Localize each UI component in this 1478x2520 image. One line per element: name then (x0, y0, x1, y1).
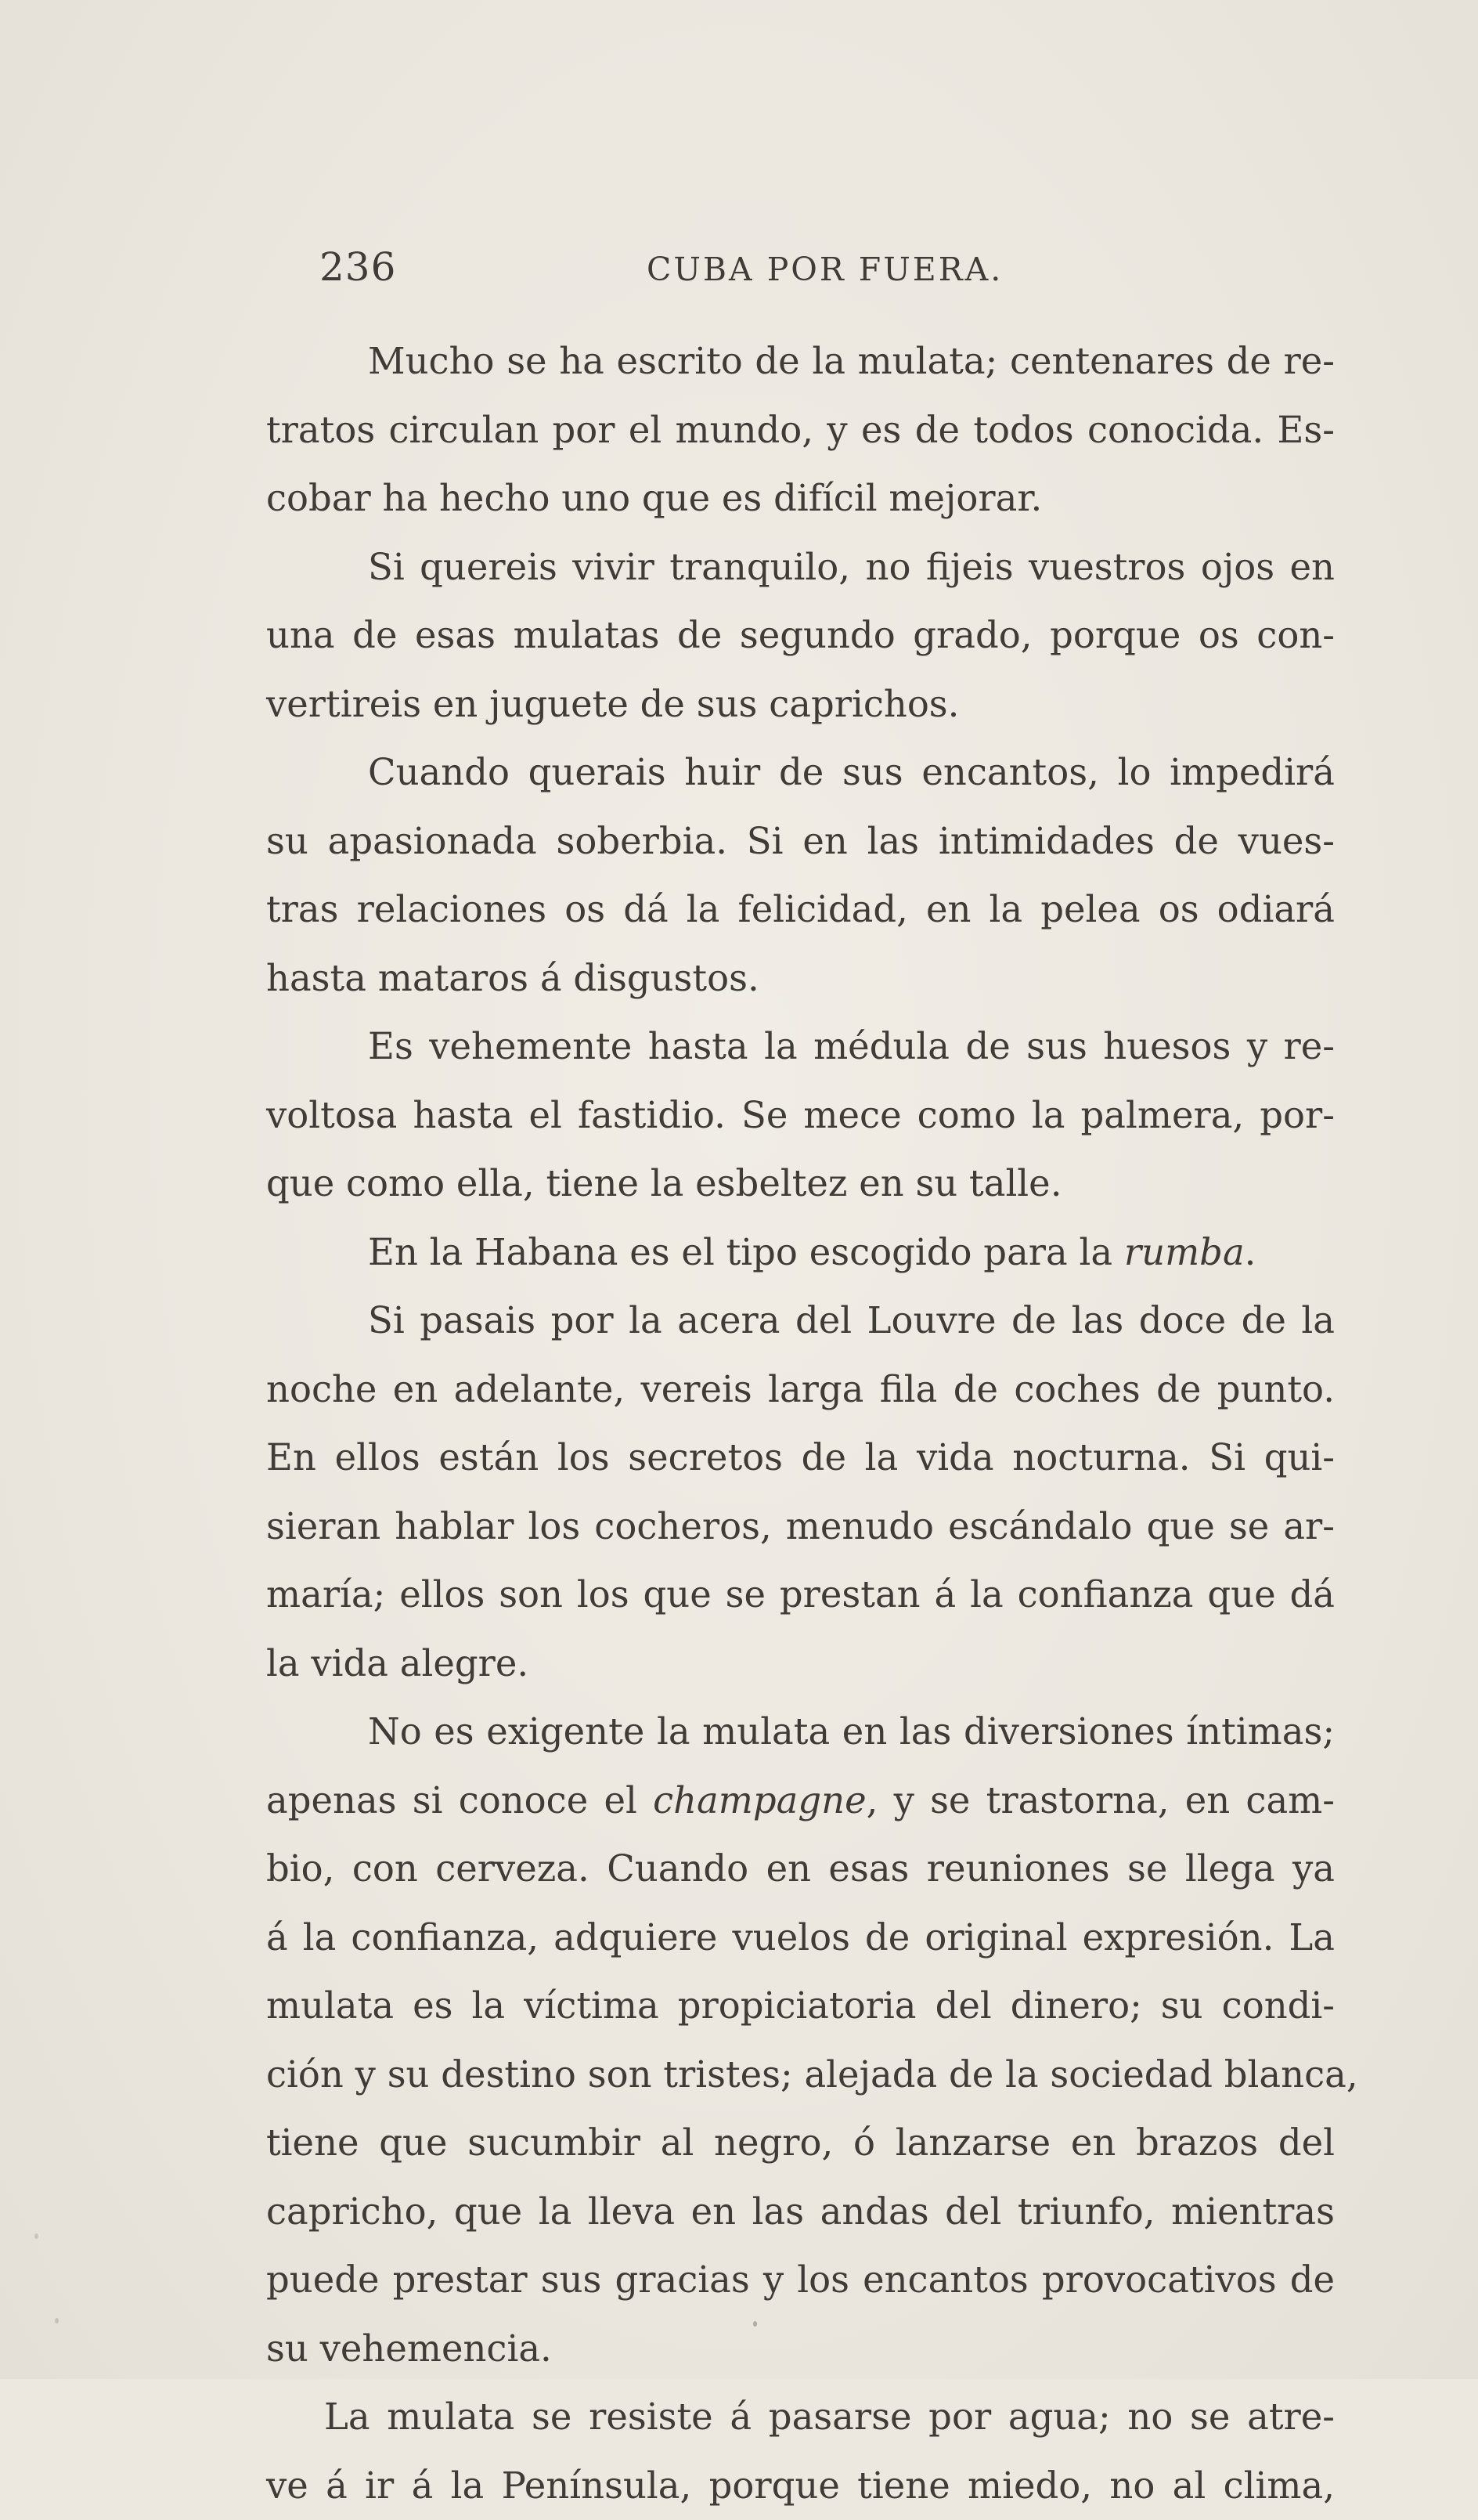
text-line: No es exigente la mulata en las diversiones íntimas; (266, 1698, 1335, 1767)
text-line-with-italic (266, 1767, 1335, 1836)
line-segment: . (1245, 1231, 1256, 1273)
text-line: maría; ellos son los que se prestan á la confianza que dá (266, 1561, 1335, 1630)
text-line: cobar ha hecho uno que es difícil mejorar. (266, 464, 1335, 533)
text-line: Mucho se ha escrito de la mulata; centenares de re- (266, 327, 1335, 396)
text-line: hasta mataros á disgustos. (266, 944, 1335, 1013)
text-line: tratos circulan por el mundo, y es de todos conocida. Es- (266, 396, 1335, 465)
text-line: bio, con cerveza. Cuando en esas reuniones se llega ya (266, 1835, 1335, 1904)
text-line: tiene que sucumbir al negro, ó lanzarse en brazos del (266, 2109, 1335, 2178)
text-line: una de esas mulatas de segundo grado, porque os con- (266, 601, 1335, 670)
line-segment: apenas si conoce el (266, 1779, 653, 1821)
running-title: CUBA POR FUERA. (647, 251, 1003, 288)
text-line: noche en adelante, vereis larga fila de coches de punto. (266, 1356, 1335, 1424)
text-line: á la confianza, adquiere vuelos de original expresión. La (266, 1904, 1335, 1973)
text-line: Si pasais por la acera del Louvre de las doce de la (266, 1287, 1335, 1356)
text-line: ve á ir á la Península, porque tiene miedo, no al clima, (266, 2452, 1335, 2520)
line-segment: , y se trastorna, en cam- (867, 1779, 1335, 1821)
text-line: su vehemencia. (266, 2315, 1335, 2384)
page-header (319, 244, 1376, 291)
text-line: ción y su destino son tristes; alejada de la sociedad blanca, (266, 2041, 1335, 2110)
italic-word: champagne (653, 1779, 867, 1821)
text-line: Es vehemente hasta la médula de sus huesos y re- (266, 1013, 1335, 1081)
paper-speck (753, 2321, 757, 2327)
text-line: vertireis en juguete de sus caprichos. (266, 670, 1335, 739)
paper-speck (34, 2233, 38, 2239)
text-line: mulata es la víctima propiciatoria del dinero; su condi- (266, 1972, 1335, 2041)
text-line: su apasionada soberbia. Si en las intimidades de vues- (266, 807, 1335, 876)
text-line: que como ella, tiene la esbeltez en su talle. (266, 1150, 1335, 1218)
page-number: 236 (319, 244, 396, 290)
text-line: tras relaciones os dá la felicidad, en la pelea os odiará (266, 876, 1335, 944)
text-line-with-italic (266, 1218, 1335, 1287)
text-line: Si quereis vivir tranquilo, no fijeis vuestros ojos en (266, 533, 1335, 602)
text-line: voltosa hasta el fastidio. Se mece como la palmera, por- (266, 1081, 1335, 1150)
text-line: Cuando querais huir de sus encantos, lo impedirá (266, 738, 1335, 807)
text-line: puede prestar sus gracias y los encantos provocativos de (266, 2246, 1335, 2315)
text-line: sieran hablar los cocheros, menudo escándalo que se ar- (266, 1493, 1335, 1561)
text-line: capricho, que la lleva en las andas del triunfo, mientras (266, 2178, 1335, 2247)
text-line: En ellos están los secretos de la vida nocturna. Si qui- (266, 1424, 1335, 1493)
line-segment: En la Habana es el tipo escogido para la (368, 1231, 1124, 1273)
text-line: la vida alegre. (266, 1630, 1335, 1699)
italic-word: rumba (1124, 1231, 1245, 1273)
body-text (266, 327, 1335, 2520)
paper-speck (55, 2318, 59, 2323)
text-line: La mulata se resiste á pasarse por agua; no se atre- (266, 2383, 1335, 2452)
